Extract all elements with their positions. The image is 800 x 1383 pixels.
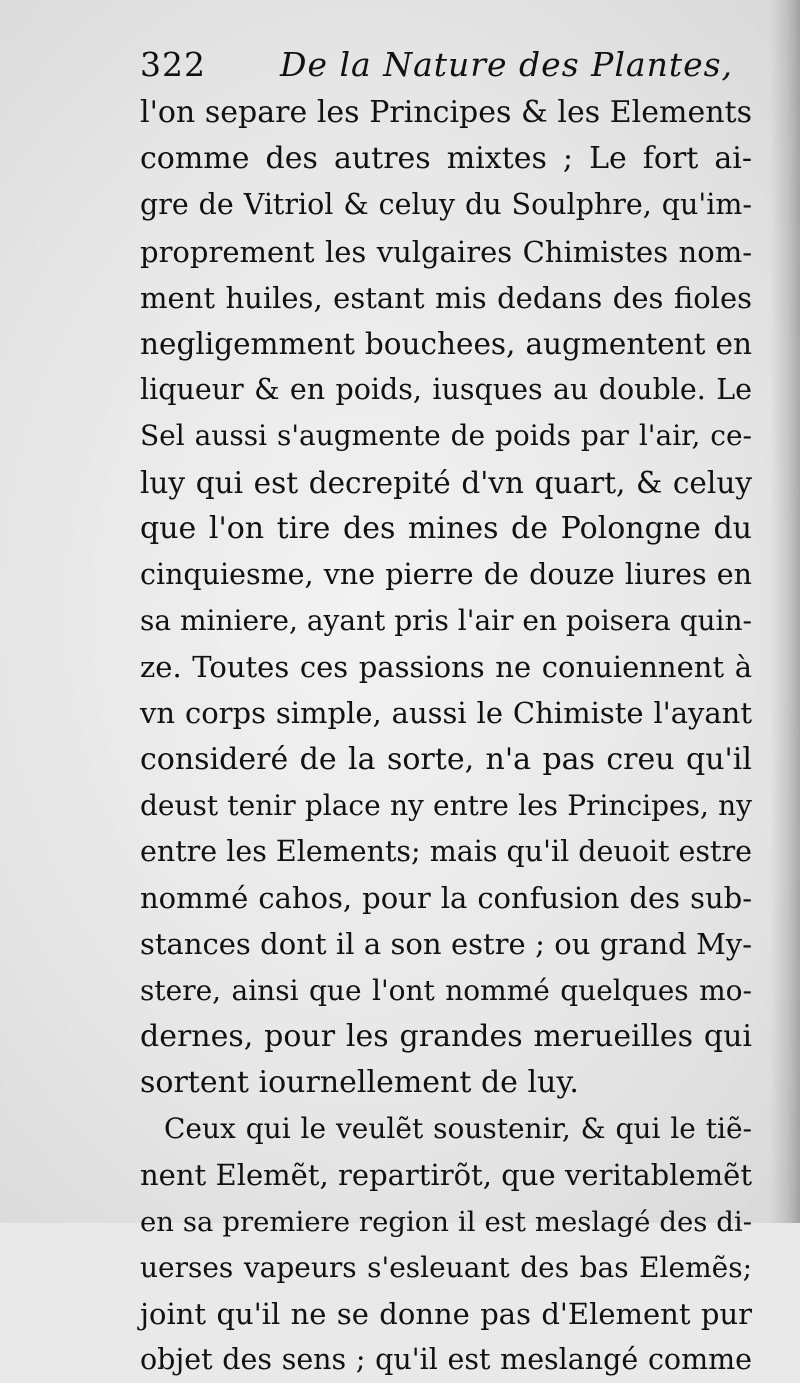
text-line: proprement les vulgaires Chimistes nom- [140,234,752,269]
text-line: deust tenir place ny entre les Principes, ny [140,788,752,822]
text-line: joint qu'il ne se donne pas d'Element pur [140,1296,752,1331]
paragraph-1 [140,90,752,1106]
text-line: luy qui est decrepité d'vn quart, & celuy [140,465,752,500]
text-line: Ceux qui le veulẽt soustenir, & qui le tiẽ- [164,1112,752,1146]
text-line: comme des autres mixtes ; Le fort ai- [140,141,752,177]
text-line: vn corps simple, aussi le Chimiste l'ayant [140,696,752,731]
text-line: que l'on tire des mines de Polongne du [140,510,752,546]
text-line: uerses vapeurs s'esleuant des bas Elemẽs; [140,1250,752,1284]
text-line: l'on separe les Principes & les Elements [140,95,752,130]
text-block [140,40,752,1383]
paragraph-2 [140,1106,752,1383]
running-title: De la Nature des Plantes, [280,45,734,84]
text-line: stances dont il a son estre ; ou grand My- [140,927,752,962]
page-gutter-shadow [770,0,800,1223]
text-line: nent Elemẽt, repartirõt, que veritablemẽt [140,1158,752,1193]
text-line: negligemment bouchees, augmentent en [140,326,752,361]
text-line: ment huiles, estant mis dedans des fioles [140,280,752,315]
text-line: stere, ainsi que l'ont nommé quelques mo- [140,973,752,1007]
text-line: consideré de la sorte, n'a pas creu qu'il [140,741,752,777]
text-line: sa miniere, ayant pris l'air en poisera quin- [140,604,752,638]
text-line: liqueur & en poids, iusques au double. Le [140,373,752,407]
text-line: Sel aussi s'augmente de poids par l'air, ce- [140,419,752,453]
text-line: gre de Vitriol & celuy du Soulphre, qu'im- [140,188,752,222]
text-line: dernes, pour les grandes merueilles qui [140,1018,752,1054]
page-number: 322 [140,45,206,84]
text-line: nommé cahos, pour la confusion des sub- [140,881,752,916]
text-line: sortent iournellement de luy. [140,1064,579,1100]
running-head [140,40,752,90]
text-line: entre les Elements; mais qu'il deuoit estre [140,835,752,868]
text-line: cinquiesme, vne pierre de douze liures en [140,557,752,591]
text-line: objet des sens ; qu'il est meslangé comme [140,1343,752,1377]
text-line: ze. Toutes ces passions ne conuiennent à [140,650,752,685]
text-line: en sa premiere region il est meslagé des di- [140,1205,752,1238]
